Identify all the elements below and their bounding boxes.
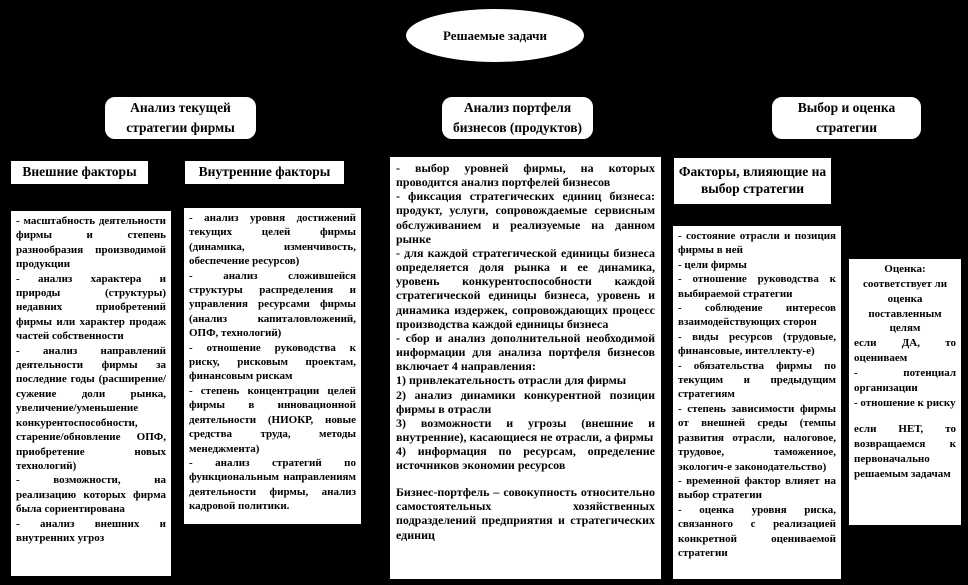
header-portfolio-label: Анализ портфеля бизнесов (продуктов) [452,100,583,135]
text-item: - отношение руководства к выбираемой стратегии [678,273,836,300]
text-item: - потенциал организации [854,366,956,394]
choice-factors-box [672,225,842,580]
text-item: - отношение руководства к риску, рисковым проектам, финансовым рискам [189,341,356,383]
text-item: - фиксация стратегических единиц бизнеса: продукт, услуги, сопровождаемые сервисным обслуживанием и реализуемые на данном рынке [396,189,655,246]
text-item: - анализ уровня достижений текущих целей фирмы (динамика, изменчивость, обеспечение ресурсов) [189,212,356,268]
header-strategy-choice [770,95,923,141]
text-item: 2) анализ динамики конкурентной позиции фирмы в отрасли [396,387,655,416]
text-item [396,472,655,485]
text-item: 4) информация по ресурсам, определение источников экономии ресурсов [396,444,655,473]
text-item: - обязательства фирмы по текущим и предыдущим стратегиям [678,359,836,401]
text-item: - анализ внешних и внутренних угроз [16,517,166,544]
text-item: - выбор уровней фирмы, на которых проводится анализ портфелей бизнесов [396,161,655,190]
external-factors-box [10,210,172,577]
solved-tasks-label: Решаемые задачи [443,27,547,43]
text-item: - временной фактор влияет на выбор стратегии [678,474,836,502]
text-item: - отношение к риску [854,396,956,409]
internal-factors-box [183,207,362,525]
text-item: - анализ направлений деятельности фирмы за последние годы (расширение/сужение доли рынка, увеличение/уменьшение конкурентоспособности, старение/обновление ОПФ, приобретение новых технологий) [16,344,166,472]
choice-factors-header-label: Факторы, влияющие на выбор стратегии [678,164,827,196]
text-item: - цели фирмы [678,258,747,271]
evaluation-box [848,258,962,526]
text-item: Бизнес-портфель – совокупность относительно самостоятельных хозяйственных подразделений предприятия и стратегических единиц [396,485,655,542]
header-strategy-choice-label: Выбор и оценка стратегии [797,100,896,135]
header-portfolio-analysis [440,95,595,141]
text-item: если ДА, то оцениваем [854,337,956,365]
external-factors-header-label: Внешние факторы [22,164,137,180]
text-item: - для каждой стратегической единицы бизнеса определяется доля рынка и ее динамика, уровень конкурентоспособности каждой стратегической единицы бизнеса, уровень и динамика издержек, сопровождающих процесс производства каждой единицы бизнеса [396,245,655,331]
external-factors-header [10,160,149,185]
text-item: - степень зависимости фирмы от внешней среды (темпы развития отрасли, налоговое, трудовое, таможенное, экологич-е законодательство) [678,402,836,473]
choice-factors-header [673,157,832,205]
text-item: - сбор и анализ дополнительной необходимой информации для анализа портфеля бизнесов включает 4 направления: [396,330,655,374]
internal-factors-header [184,160,345,185]
text-item: - оценка уровня риска, связанного с реализацией конкретной оцениваемой стратегии [678,503,836,559]
text-item: - анализ стратегий по функциональным направлениям деятельности фирмы, анализ кадровой политики. [189,456,356,513]
evaluation-title: Оценка: [884,263,926,275]
text-item: - степень концентрации целей фирмы в инновационной деятельности (НИОКР, новые средства труда, методы менеджмента) [189,384,356,455]
evaluation-items [854,336,956,481]
text-item: - анализ характера и природы (структуры) недавних приобретений фирмы или характер продаж частей собственности [16,272,166,343]
text-item: 1) привлекательность отрасли для фирмы [396,373,627,388]
text-item: - состояние отрасли и позиция фирмы в ней [678,230,836,257]
portfolio-analysis-box [389,156,662,580]
internal-factors-header-label: Внутренние факторы [198,164,331,180]
text-item: 3) возможности и угрозы (внешние и внутренние), касающиеся не отрасли, а фирмы [396,415,655,444]
text-item: - соблюдение интересов взаимодействующих сторон [678,302,836,329]
text-item [854,410,956,422]
text-item: - возможности, на реализацию которых фирма была сориентирована [16,474,166,516]
evaluation-subtitle: соответствует ли оценка поставленным целям [862,277,948,335]
text-item: - виды ресурсов (трудовые, финансовые, интеллекту-е) [678,330,836,358]
text-item: если НЕТ, то возвращаемся к первоначально решаемым задачам [854,422,956,480]
text-item: - масштабность деятельности фирмы и степень разнообразия производимой продукции [16,215,166,271]
solved-tasks-ellipse [404,7,586,64]
header-current-strategy-analysis [103,95,258,141]
text-item: - анализ сложившейся структуры распределения и управления ресурсами фирмы (анализ капиталовложений, ОПФ, технологий) [189,269,356,340]
header-current-strategy-label: Анализ текущей стратегии фирмы [126,100,235,135]
